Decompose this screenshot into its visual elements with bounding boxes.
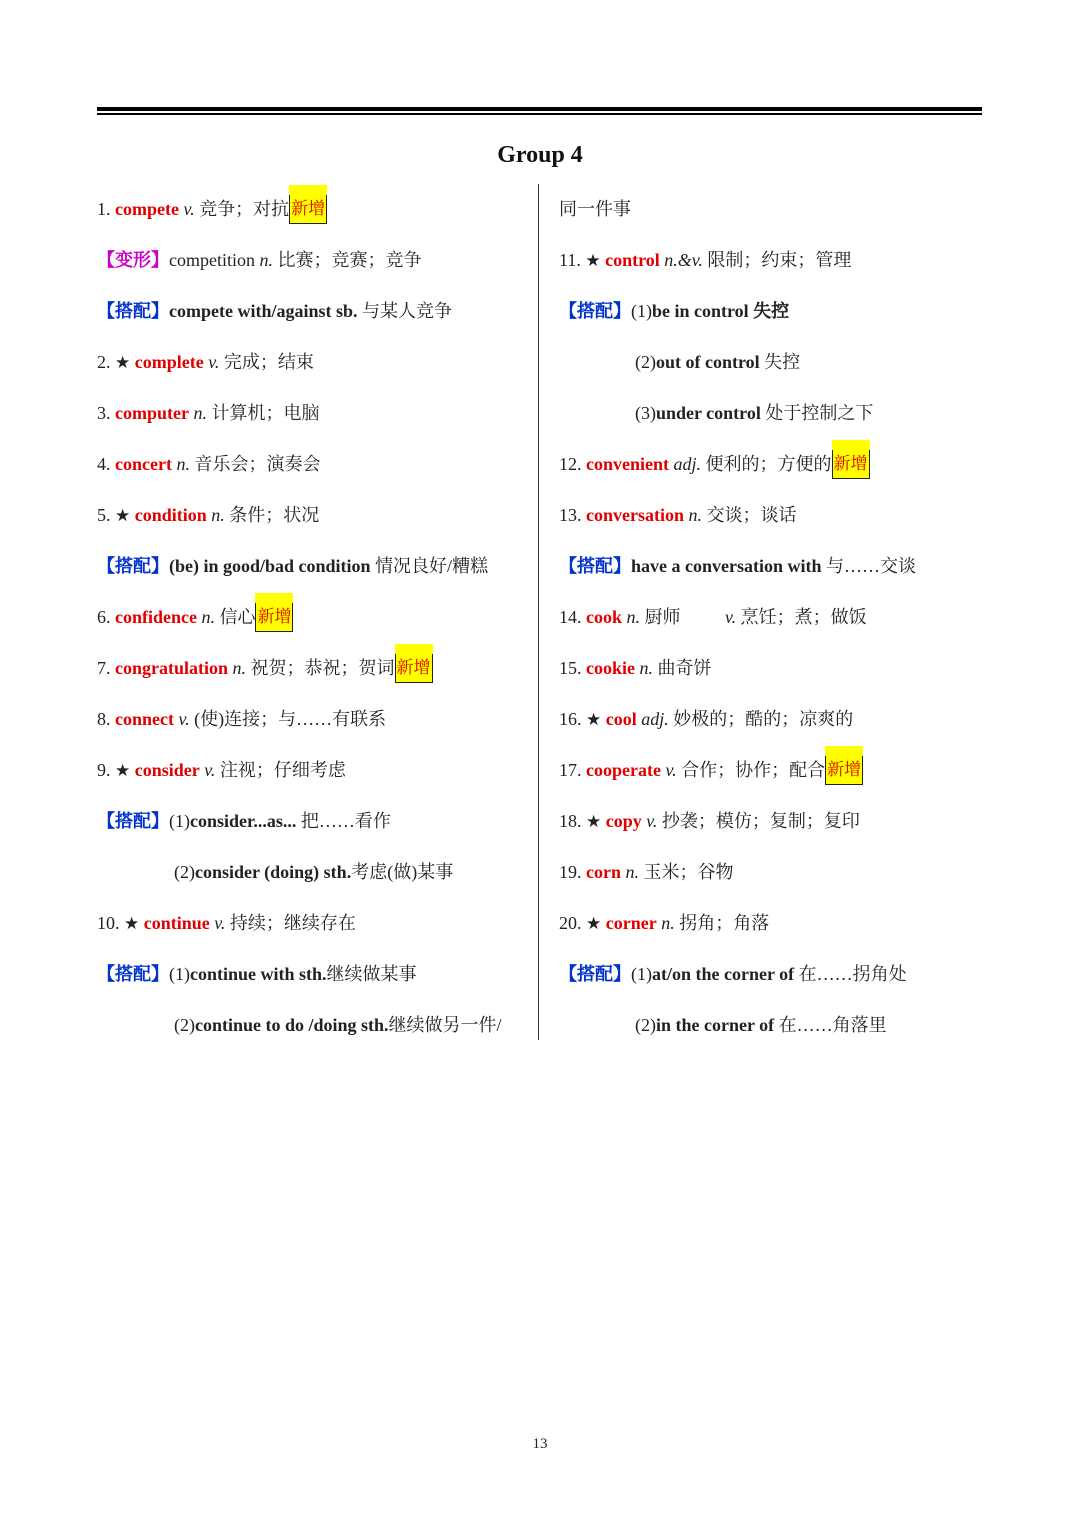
headword: congratulation [115, 658, 229, 678]
continuation-line: 同一件事 [559, 199, 631, 219]
star-icon: ★ [585, 251, 601, 271]
header-rule-thin [97, 113, 982, 115]
right-column [559, 184, 999, 1051]
collocation-line: (2)consider (doing) sth.考虑(做)某事 [174, 862, 454, 882]
new-badge: 新增 [255, 602, 293, 632]
entry-computer: 3. computer n. 计算机；电脑 [97, 403, 320, 423]
headword: cool [605, 709, 637, 729]
entry-connect: 8. connect v. (使)连接；与……有联系 [97, 709, 387, 729]
headword: connect [115, 709, 174, 729]
entry-congratulation: 7. congratulation n. 祝贺；恭祝；贺词 新增 [97, 643, 527, 694]
entry-confidence: 6. confidence n. 信心 新增 [97, 592, 527, 643]
collocation-line: 【搭配】(1)consider...as... 把……看作 [97, 811, 391, 831]
collocation-line: 【搭配】have a conversation with 与……交谈 [559, 556, 916, 576]
star-icon: ★ [115, 353, 131, 373]
entry-condition: 5. ★ condition n. 条件；状况 [97, 505, 320, 526]
entry-complete: 2. ★ complete v. 完成；结束 [97, 352, 314, 373]
headword: condition [134, 505, 207, 525]
headword: consider [134, 760, 200, 780]
headword: complete [134, 352, 204, 372]
headword: control [605, 250, 660, 270]
headword: conversation [586, 505, 684, 525]
left-column [97, 184, 527, 1051]
star-icon: ★ [115, 506, 131, 526]
headword: corner [605, 913, 657, 933]
entry-consider: 9. ★ consider v. 注视；仔细考虑 [97, 760, 346, 781]
headword: computer [115, 403, 189, 423]
headword: concert [115, 454, 172, 474]
header-rule-thick [97, 107, 982, 111]
page-number: 13 [532, 1436, 548, 1452]
collocation-line: 【搭配】(1)continue with sth.继续做某事 [97, 964, 417, 984]
entry-compete: 1. compete v. 竞争；对抗 新增 [97, 184, 527, 235]
variant-line: 【变形】competition n. 比赛；竞赛；竞争 [97, 250, 422, 270]
collocation-line: (3)under control 处于控制之下 [635, 403, 874, 423]
entry-corner: 20. ★ corner n. 拐角；角落 [559, 913, 770, 934]
entry-control: 11. ★ control n.&v. 限制；约束；管理 [559, 250, 852, 271]
headword: copy [605, 811, 642, 831]
headword: confidence [115, 607, 197, 627]
entry-convenient: 12. convenient adj. 便利的；方便的 新增 [559, 439, 999, 490]
entry-cook: 14. cook n. 厨师 v. 烹饪；煮；做饭 [559, 607, 867, 627]
headword: corn [586, 862, 621, 882]
star-icon: ★ [586, 914, 602, 934]
column-divider [538, 184, 539, 1040]
star-icon: ★ [124, 914, 140, 934]
star-icon: ★ [115, 761, 131, 781]
headword: cookie [586, 658, 635, 678]
collocation-line: (2)in the corner of 在……角落里 [635, 1015, 887, 1035]
star-icon: ★ [586, 710, 602, 730]
entry-conversation: 13. conversation n. 交谈；谈话 [559, 505, 797, 525]
entry-cool: 16. ★ cool adj. 妙极的；酷的；凉爽的 [559, 709, 854, 730]
star-icon: ★ [586, 812, 602, 832]
entry-cooperate: 17. cooperate v. 合作；协作；配合 新增 [559, 745, 999, 796]
new-badge: 新增 [289, 194, 327, 224]
entry-concert: 4. concert n. 音乐会；演奏会 [97, 454, 321, 474]
entry-corn: 19. corn n. 玉米；谷物 [559, 862, 734, 882]
collocation-line: (2)continue to do /doing sth.继续做另一件/ [174, 1015, 502, 1035]
headword: cooperate [586, 760, 661, 780]
collocation-line: 【搭配】(1)be in control 失控 [559, 301, 790, 321]
collocation-line: 【搭配】(be) in good/bad condition 情况良好/糟糕 [97, 556, 489, 576]
page-title: Group 4 [497, 142, 583, 168]
new-badge: 新增 [825, 755, 863, 785]
entry-continue: 10. ★ continue v. 持续；继续存在 [97, 913, 356, 934]
headword: convenient [586, 454, 669, 474]
headword: continue [143, 913, 210, 933]
new-badge: 新增 [395, 653, 433, 683]
collocation-line: (2)out of control 失控 [635, 352, 801, 372]
entry-cookie: 15. cookie n. 曲奇饼 [559, 658, 712, 678]
new-badge: 新增 [832, 449, 870, 479]
headword: compete [115, 199, 179, 219]
collocation-line: 【搭配】compete with/against sb. 与某人竞争 [97, 301, 452, 321]
entry-copy: 18. ★ copy v. 抄袭；模仿；复制；复印 [559, 811, 860, 832]
headword: cook [586, 607, 622, 627]
collocation-line: 【搭配】(1)at/on the corner of 在……拐角处 [559, 964, 907, 984]
